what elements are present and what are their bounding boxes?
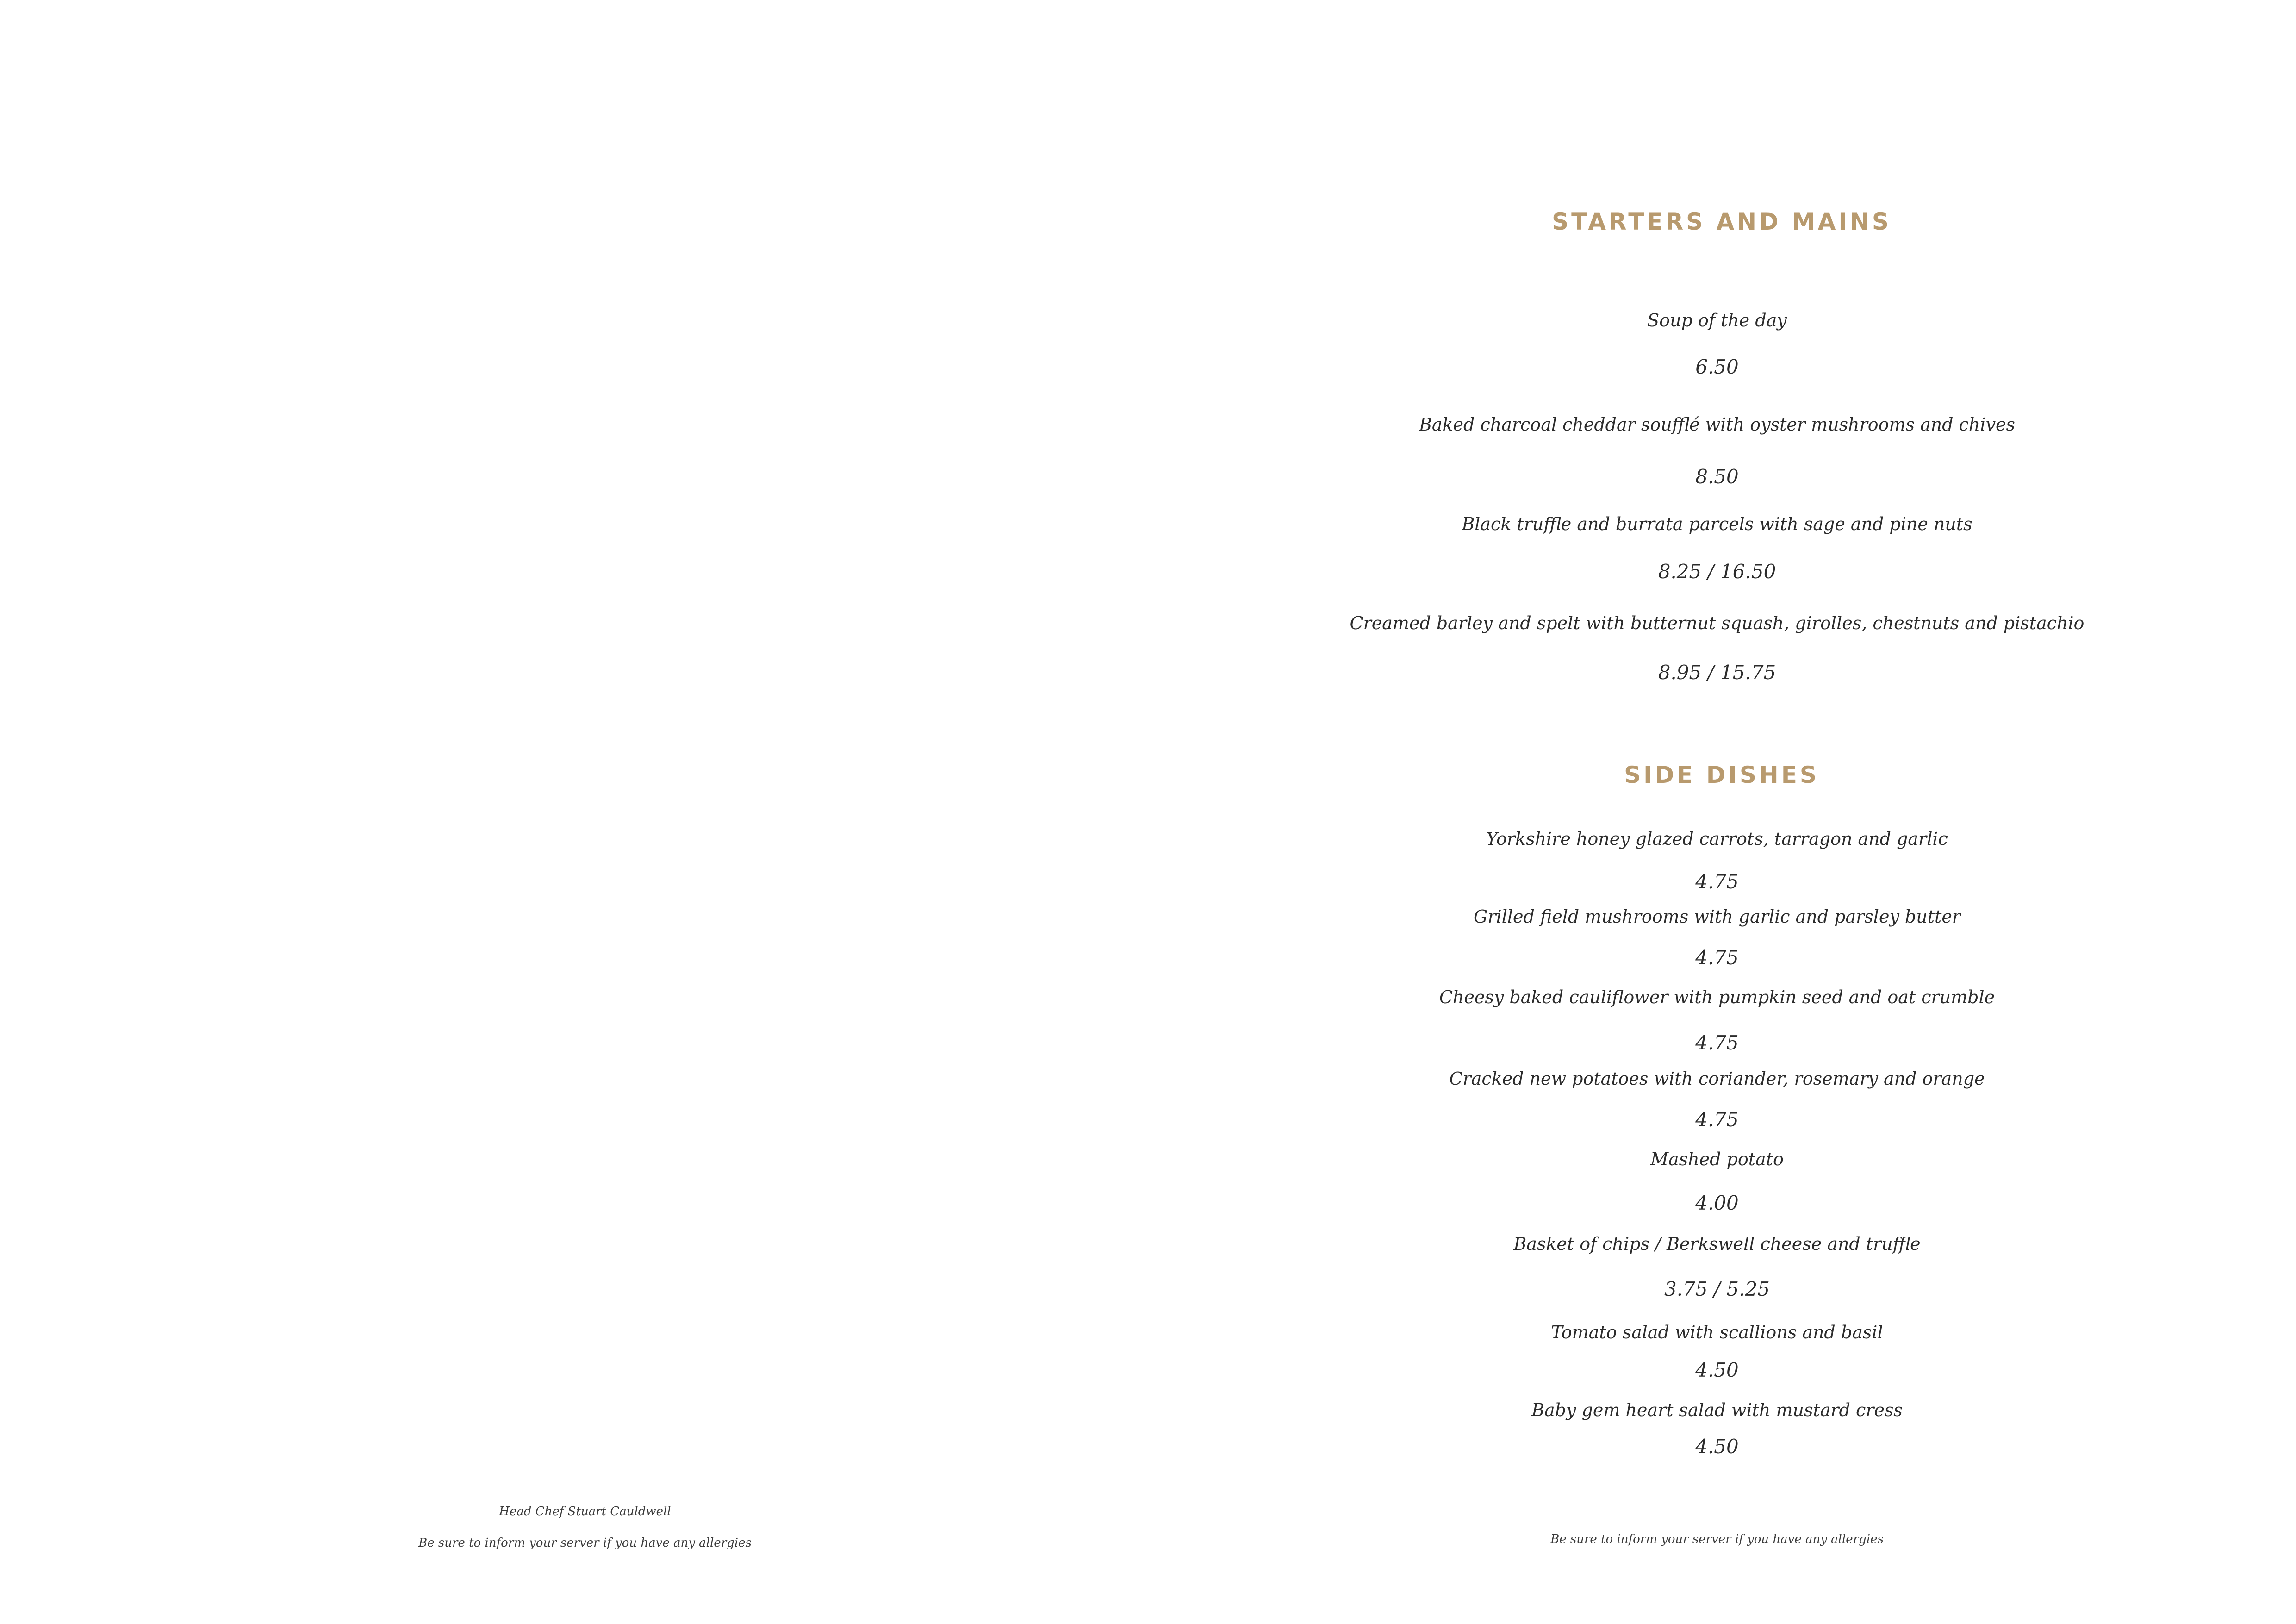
menu-item-name: Cheesy baked cauliflower with pumpkin seed and oat crumble: [1439, 987, 1995, 1007]
menu-item-price: 6.50: [1695, 356, 1739, 378]
menu-item-price: 4.00: [1695, 1192, 1739, 1214]
menu-item-name: Basket of chips / Berkswell cheese and truffle: [1513, 1234, 1921, 1254]
menu-item-name: Tomato salad with scallions and basil: [1551, 1322, 1883, 1343]
menu-item-price: 3.75 / 5.25: [1664, 1278, 1770, 1300]
head-chef-credit: Head Chef Stuart Cauldwell: [499, 1505, 671, 1518]
menu-item-name: Black truffle and burrata parcels with sage and pine nuts: [1462, 514, 1972, 534]
side-dishes-heading: SIDE DISHES: [1624, 762, 1819, 788]
menu-item-price: 8.95 / 15.75: [1658, 661, 1776, 684]
menu-item-name: Mashed potato: [1650, 1149, 1784, 1169]
menu-item-name: Grilled field mushrooms with garlic and parsley butter: [1474, 906, 1960, 927]
left-allergy-note: Be sure to inform your server if you have any allergies: [418, 1536, 752, 1550]
menu-item-name: Creamed barley and spelt with butternut squash, girolles, chestnuts and pistachio: [1350, 613, 2084, 633]
menu-item-price: 4.75: [1695, 946, 1739, 969]
menu-item-price: 4.50: [1695, 1435, 1739, 1458]
menu-item-price: 8.50: [1695, 465, 1739, 488]
menu-item-name: Baked charcoal cheddar soufflé with oyster mushrooms and chives: [1419, 414, 2016, 435]
menu-item-price: 4.75: [1695, 870, 1739, 893]
starters-mains-heading: STARTERS AND MAINS: [1552, 208, 1892, 235]
menu-item-name: Baby gem heart salad with mustard cress: [1531, 1400, 1903, 1420]
menu-item-price: 4.75: [1695, 1031, 1739, 1054]
menu-item-name: Cracked new potatoes with coriander, rosemary and orange: [1449, 1068, 1985, 1089]
menu-item-price: 8.25 / 16.50: [1658, 560, 1776, 583]
menu-item-name: Soup of the day: [1647, 310, 1787, 331]
right-allergy-note: Be sure to inform your server if you have any allergies: [1550, 1532, 1884, 1546]
menu-item-price: 4.75: [1695, 1108, 1739, 1131]
menu-item-price: 4.50: [1695, 1359, 1739, 1381]
menu-item-name: Yorkshire honey glazed carrots, tarragon and garlic: [1486, 829, 1948, 849]
